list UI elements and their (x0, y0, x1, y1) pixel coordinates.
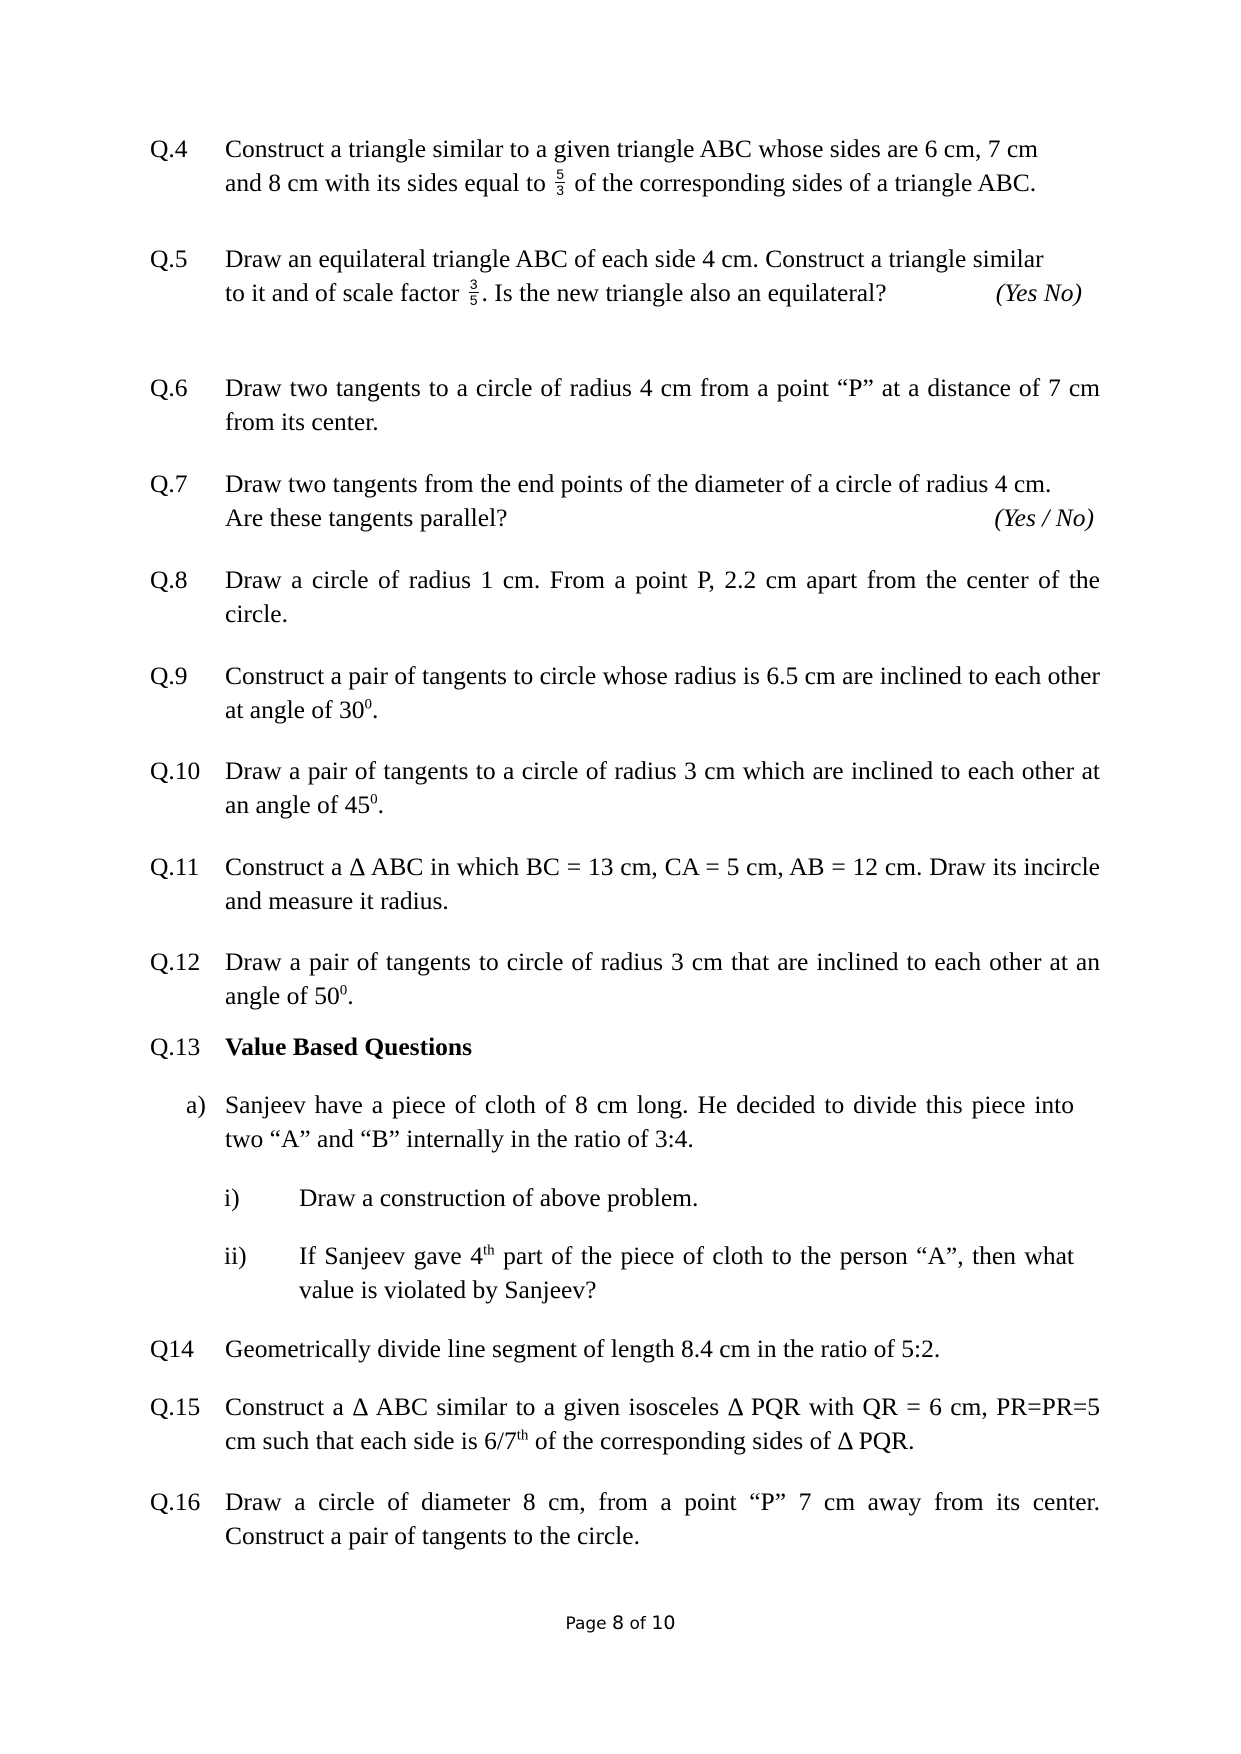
question-number: Q.6 (150, 373, 188, 402)
question-number: Q14 (150, 1334, 194, 1363)
question-text: Draw a pair of tangents to circle of radius 3 cm that are inclined to each other at an angle of $50^0$. (225, 947, 1100, 1010)
value-question-a (186, 1088, 1074, 1156)
question-text: Draw a pair of tangents to a circle of radius 3 cm which are inclined to each other at an angle of $45^0$. (225, 756, 1100, 819)
sub-label: i) (224, 1183, 240, 1212)
page-number: 8 (612, 1612, 625, 1634)
page-word: Page (565, 1614, 607, 1634)
question-9 (150, 659, 1100, 727)
answer-choice: (Yes / No) (994, 503, 1094, 532)
fraction: $\frac{3}{5}$ (469, 275, 478, 308)
question-15 (150, 1390, 1100, 1458)
answer-choice: (Yes No) (995, 278, 1082, 307)
value-question-ii (224, 1239, 1074, 1307)
question-number: Q.4 (150, 134, 188, 163)
question-number: Q.11 (150, 852, 200, 881)
question-text: Geometrically divide line segment of length 8.4 cm in the ratio of 5:2. (225, 1334, 941, 1363)
question-number: Q.8 (150, 565, 188, 594)
question-number: Q.9 (150, 661, 188, 690)
question-13 (150, 1030, 1100, 1064)
question-number: Q.16 (150, 1487, 201, 1516)
sub-label: ii) (224, 1241, 247, 1270)
question-text: Construct a pair of tangents to circle whose radius is 6.5 cm are inclined to each other at angle of $30^0$. (225, 661, 1100, 724)
question-14 (150, 1332, 1100, 1366)
question-number: Q.12 (150, 947, 201, 976)
question-text-line1: Construct a triangle similar to a given triangle ABC whose sides are 6 cm, 7 cm (225, 134, 1038, 163)
page-total: 10 (651, 1612, 676, 1634)
sub-text: Sanjeev have a piece of cloth of 8 cm long. He decided to divide this piece into two “A” and “B” internally in the ratio of 3:4. (225, 1090, 1074, 1153)
section-heading: Value Based Questions (225, 1032, 473, 1061)
question-text-line2: to it and of scale factor $\frac{3}{5}$ . Is the new triangle also an equilateral? (Yes No) (225, 276, 1100, 311)
sub-text: Draw a construction of above problem. (299, 1183, 699, 1212)
question-text-line1: Draw two tangents from the end points of the diameter of a circle of radius 4 cm. (225, 469, 1052, 498)
value-question-i (224, 1181, 1074, 1215)
question-text: Draw two tangents to a circle of radius 4 cm from a point “P” at a distance of 7 cm from its center. (225, 373, 1100, 436)
question-text: Draw a circle of diameter 8 cm, from a point “P” 7 cm away from its center. Construct a pair of tangents to the circle. (225, 1487, 1100, 1550)
question-11 (150, 850, 1100, 918)
question-number: Q.15 (150, 1392, 201, 1421)
question-text: Construct a Δ ABC in which BC = 13 cm, CA = 5 cm, AB = 12 cm. Draw its incircle and measure it radius. (225, 852, 1100, 915)
question-text-line2: Are these tangents parallel? (Yes / No) (225, 501, 1100, 535)
question-number: Q.5 (150, 244, 188, 273)
of-word: of (629, 1614, 646, 1634)
question-number: Q.13 (150, 1032, 201, 1061)
question-text: Construct a Δ ABC similar to a given isosceles Δ PQR with QR = 6 cm, PR=PR=5 cm such that each side is 6/7th of the corresponding sides of Δ PQR. (225, 1392, 1100, 1455)
question-6 (150, 371, 1100, 439)
question-text-line2: and 8 cm with its sides equal to $\frac{5}{3}$ of the corresponding sides of a triangle ABC. (225, 165, 1037, 198)
question-7 (150, 467, 1100, 535)
question-4 (150, 132, 1100, 201)
page-footer (0, 1612, 1241, 1634)
sub-label: a) (186, 1090, 206, 1119)
question-5 (150, 242, 1100, 311)
question-8 (150, 563, 1100, 631)
fraction: $\frac{5}{3}$ (556, 165, 565, 198)
question-number: Q.7 (150, 469, 188, 498)
question-text: Draw a circle of radius 1 cm. From a point P, 2.2 cm apart from the center of the circle. (225, 565, 1100, 628)
question-16 (150, 1485, 1100, 1553)
question-12 (150, 945, 1100, 1013)
sub-text: If Sanjeev gave 4th part of the piece of cloth to the person “A”, then what value is violated by Sanjeev? (299, 1241, 1074, 1304)
question-text-line1: Draw an equilateral triangle ABC of each side 4 cm. Construct a triangle similar (225, 244, 1044, 273)
question-10 (150, 754, 1100, 822)
question-number: Q.10 (150, 756, 201, 785)
